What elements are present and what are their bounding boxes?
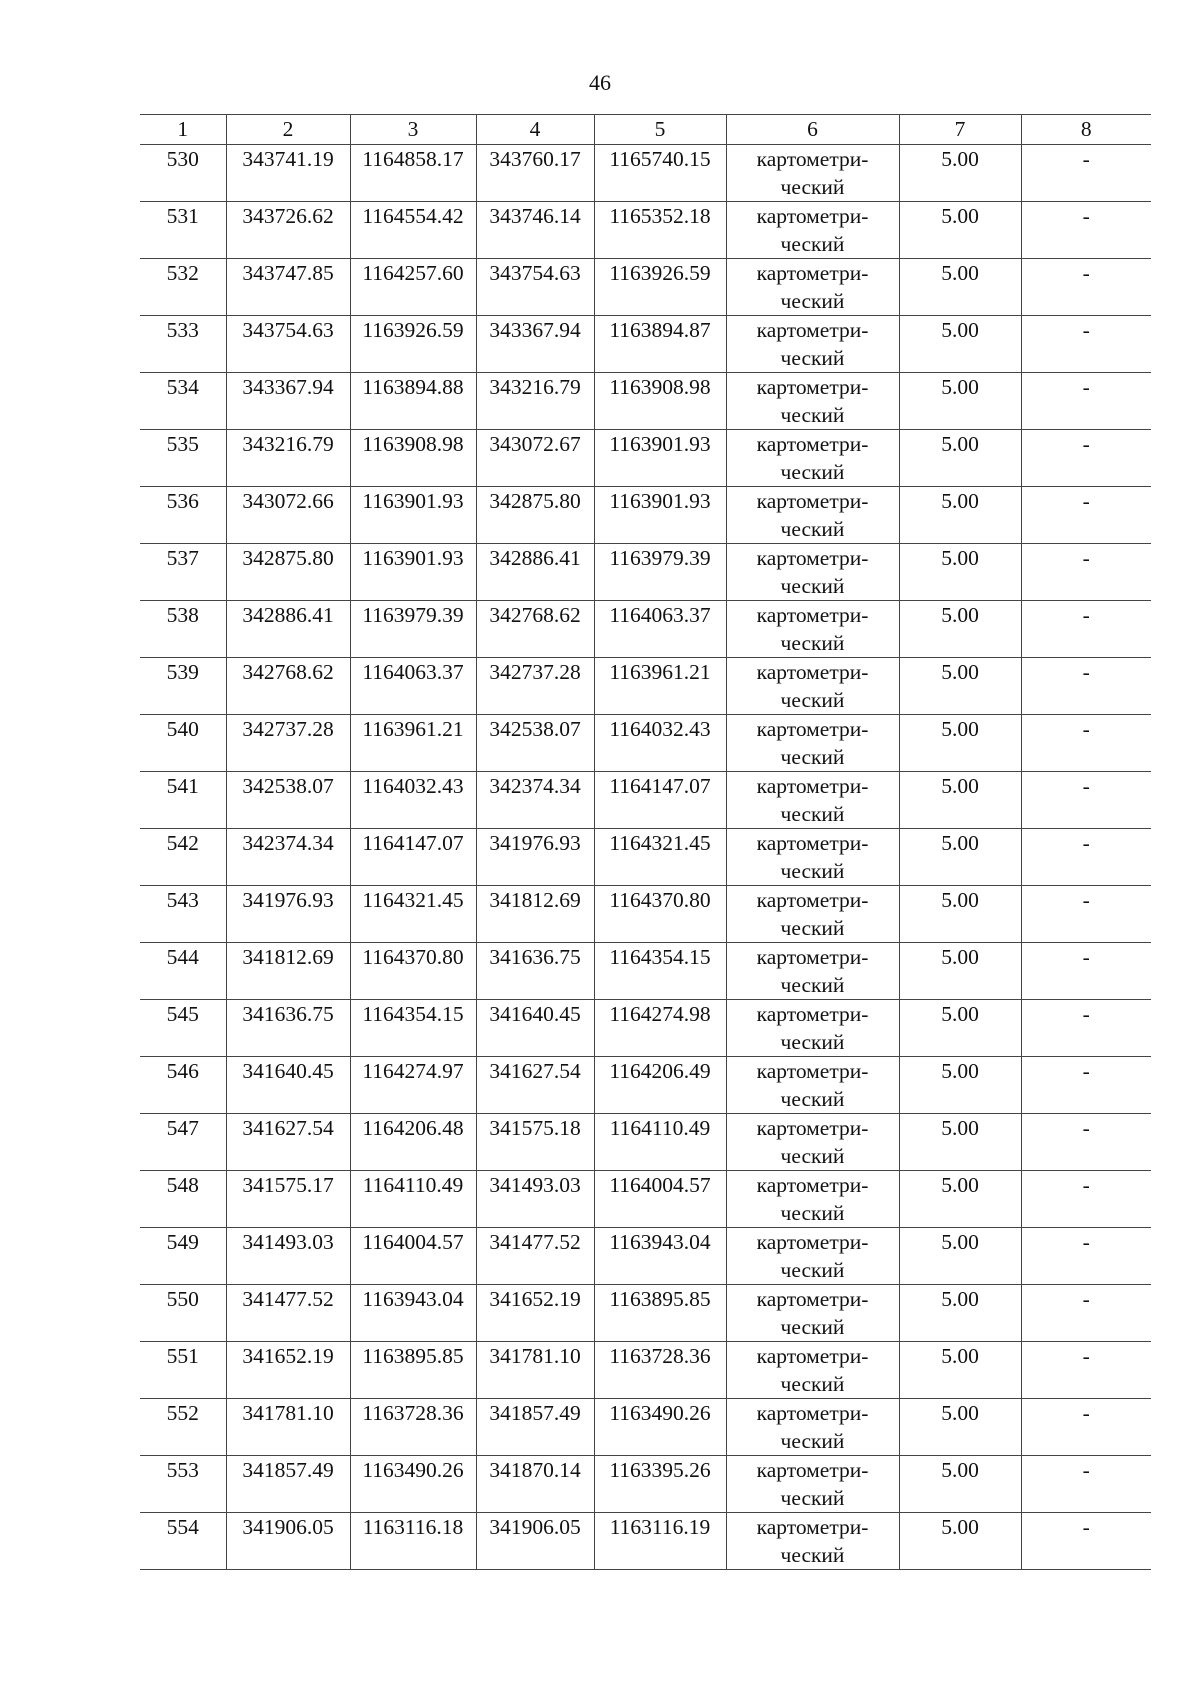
- y-start-cell: 1164354.15: [350, 1000, 476, 1057]
- method-cell: картометри- ческий: [726, 1000, 899, 1057]
- page-number: 46: [589, 70, 611, 95]
- column-header-8: 8: [1021, 115, 1151, 145]
- x-end-cell: 341627.54: [476, 1057, 594, 1114]
- y-start-cell: 1164274.97: [350, 1057, 476, 1114]
- table-row: [140, 1285, 1151, 1342]
- x-start-cell: 341906.05: [226, 1513, 350, 1570]
- row-number-cell: 542: [140, 829, 226, 886]
- x-end-cell: 341976.93: [476, 829, 594, 886]
- column-header-3: 3: [350, 115, 476, 145]
- row-number-cell: 540: [140, 715, 226, 772]
- y-start-cell: 1163926.59: [350, 316, 476, 373]
- table-row: [140, 1456, 1151, 1513]
- table-row: [140, 1513, 1151, 1570]
- row-number-cell: 539: [140, 658, 226, 715]
- y-start-cell: 1164370.80: [350, 943, 476, 1000]
- y-start-cell: 1163908.98: [350, 430, 476, 487]
- accuracy-cell: 5.00: [899, 544, 1021, 601]
- y-end-cell: 1163979.39: [594, 544, 726, 601]
- x-start-cell: 343754.63: [226, 316, 350, 373]
- method-cell: картометри- ческий: [726, 1456, 899, 1513]
- method-cell: картометри- ческий: [726, 829, 899, 886]
- x-end-cell: 341652.19: [476, 1285, 594, 1342]
- method-cell: картометри- ческий: [726, 373, 899, 430]
- accuracy-cell: 5.00: [899, 430, 1021, 487]
- x-start-cell: 341652.19: [226, 1342, 350, 1399]
- x-end-cell: 342886.41: [476, 544, 594, 601]
- x-start-cell: 341477.52: [226, 1285, 350, 1342]
- x-end-cell: 343072.67: [476, 430, 594, 487]
- y-start-cell: 1164063.37: [350, 658, 476, 715]
- accuracy-cell: 5.00: [899, 1456, 1021, 1513]
- y-start-cell: 1163116.18: [350, 1513, 476, 1570]
- accuracy-cell: 5.00: [899, 373, 1021, 430]
- accuracy-cell: 5.00: [899, 943, 1021, 1000]
- note-cell: -: [1021, 202, 1151, 259]
- y-start-cell: 1164321.45: [350, 886, 476, 943]
- y-end-cell: 1164206.49: [594, 1057, 726, 1114]
- column-header-5: 5: [594, 115, 726, 145]
- accuracy-cell: 5.00: [899, 772, 1021, 829]
- table-row: [140, 1342, 1151, 1399]
- y-end-cell: 1164032.43: [594, 715, 726, 772]
- x-end-cell: 342538.07: [476, 715, 594, 772]
- row-number-cell: 534: [140, 373, 226, 430]
- x-end-cell: 341636.75: [476, 943, 594, 1000]
- method-cell: картометри- ческий: [726, 1513, 899, 1570]
- table-row: [140, 145, 1151, 202]
- y-end-cell: 1164370.80: [594, 886, 726, 943]
- x-start-cell: 342768.62: [226, 658, 350, 715]
- note-cell: -: [1021, 1171, 1151, 1228]
- method-cell: картометри- ческий: [726, 943, 899, 1000]
- y-end-cell: 1164354.15: [594, 943, 726, 1000]
- note-cell: -: [1021, 145, 1151, 202]
- note-cell: -: [1021, 886, 1151, 943]
- note-cell: -: [1021, 1114, 1151, 1171]
- y-start-cell: 1163901.93: [350, 544, 476, 601]
- x-start-cell: 342875.80: [226, 544, 350, 601]
- y-end-cell: 1163943.04: [594, 1228, 726, 1285]
- row-number-cell: 533: [140, 316, 226, 373]
- table-row: [140, 259, 1151, 316]
- accuracy-cell: 5.00: [899, 601, 1021, 658]
- x-start-cell: 341976.93: [226, 886, 350, 943]
- note-cell: -: [1021, 373, 1151, 430]
- coordinates-table: [140, 114, 1151, 1570]
- y-end-cell: 1163961.21: [594, 658, 726, 715]
- y-end-cell: 1163116.19: [594, 1513, 726, 1570]
- note-cell: -: [1021, 715, 1151, 772]
- x-start-cell: 341781.10: [226, 1399, 350, 1456]
- method-cell: картометри- ческий: [726, 1057, 899, 1114]
- y-end-cell: 1163926.59: [594, 259, 726, 316]
- note-cell: -: [1021, 1228, 1151, 1285]
- x-end-cell: 343216.79: [476, 373, 594, 430]
- x-end-cell: 342768.62: [476, 601, 594, 658]
- x-end-cell: 343746.14: [476, 202, 594, 259]
- y-start-cell: 1163961.21: [350, 715, 476, 772]
- x-end-cell: 343754.63: [476, 259, 594, 316]
- accuracy-cell: 5.00: [899, 829, 1021, 886]
- y-start-cell: 1163490.26: [350, 1456, 476, 1513]
- row-number-cell: 537: [140, 544, 226, 601]
- note-cell: -: [1021, 658, 1151, 715]
- method-cell: картометри- ческий: [726, 1342, 899, 1399]
- y-end-cell: 1164147.07: [594, 772, 726, 829]
- note-cell: -: [1021, 1285, 1151, 1342]
- accuracy-cell: 5.00: [899, 715, 1021, 772]
- x-end-cell: 341812.69: [476, 886, 594, 943]
- note-cell: -: [1021, 316, 1151, 373]
- table-row: [140, 316, 1151, 373]
- note-cell: -: [1021, 259, 1151, 316]
- y-end-cell: 1163901.93: [594, 430, 726, 487]
- y-start-cell: 1164554.42: [350, 202, 476, 259]
- x-start-cell: 342737.28: [226, 715, 350, 772]
- x-start-cell: 341636.75: [226, 1000, 350, 1057]
- method-cell: картометри- ческий: [726, 1114, 899, 1171]
- note-cell: -: [1021, 1513, 1151, 1570]
- row-number-cell: 532: [140, 259, 226, 316]
- x-end-cell: 341870.14: [476, 1456, 594, 1513]
- table-body: [140, 145, 1151, 1570]
- row-number-cell: 531: [140, 202, 226, 259]
- row-number-cell: 552: [140, 1399, 226, 1456]
- method-cell: картометри- ческий: [726, 886, 899, 943]
- x-end-cell: 341575.18: [476, 1114, 594, 1171]
- method-cell: картометри- ческий: [726, 1171, 899, 1228]
- note-cell: -: [1021, 1057, 1151, 1114]
- x-end-cell: 341640.45: [476, 1000, 594, 1057]
- y-end-cell: 1163908.98: [594, 373, 726, 430]
- x-start-cell: 341493.03: [226, 1228, 350, 1285]
- accuracy-cell: 5.00: [899, 1114, 1021, 1171]
- method-cell: картометри- ческий: [726, 544, 899, 601]
- y-start-cell: 1163901.93: [350, 487, 476, 544]
- row-number-cell: 535: [140, 430, 226, 487]
- x-end-cell: 341493.03: [476, 1171, 594, 1228]
- x-end-cell: 343367.94: [476, 316, 594, 373]
- note-cell: -: [1021, 829, 1151, 886]
- x-start-cell: 342886.41: [226, 601, 350, 658]
- x-end-cell: 341781.10: [476, 1342, 594, 1399]
- y-start-cell: 1163979.39: [350, 601, 476, 658]
- y-end-cell: 1163490.26: [594, 1399, 726, 1456]
- y-start-cell: 1164257.60: [350, 259, 476, 316]
- y-end-cell: 1163901.93: [594, 487, 726, 544]
- method-cell: картометри- ческий: [726, 1399, 899, 1456]
- x-start-cell: 343741.19: [226, 145, 350, 202]
- table-header-row: [140, 115, 1151, 145]
- accuracy-cell: 5.00: [899, 1399, 1021, 1456]
- method-cell: картометри- ческий: [726, 601, 899, 658]
- accuracy-cell: 5.00: [899, 316, 1021, 373]
- row-number-cell: 546: [140, 1057, 226, 1114]
- x-start-cell: 341812.69: [226, 943, 350, 1000]
- note-cell: -: [1021, 943, 1151, 1000]
- note-cell: -: [1021, 1000, 1151, 1057]
- y-start-cell: 1163894.88: [350, 373, 476, 430]
- y-end-cell: 1164004.57: [594, 1171, 726, 1228]
- table-row: [140, 1000, 1151, 1057]
- y-start-cell: 1164858.17: [350, 145, 476, 202]
- x-start-cell: 341857.49: [226, 1456, 350, 1513]
- x-end-cell: 342875.80: [476, 487, 594, 544]
- table-row: [140, 658, 1151, 715]
- x-end-cell: 341857.49: [476, 1399, 594, 1456]
- accuracy-cell: 5.00: [899, 886, 1021, 943]
- y-end-cell: 1163895.85: [594, 1285, 726, 1342]
- column-header-4: 4: [476, 115, 594, 145]
- x-start-cell: 341640.45: [226, 1057, 350, 1114]
- table-row: [140, 943, 1151, 1000]
- table-row: [140, 430, 1151, 487]
- column-header-6: 6: [726, 115, 899, 145]
- column-header-2: 2: [226, 115, 350, 145]
- row-number-cell: 547: [140, 1114, 226, 1171]
- note-cell: -: [1021, 430, 1151, 487]
- note-cell: -: [1021, 544, 1151, 601]
- table-row: [140, 601, 1151, 658]
- table-row: [140, 544, 1151, 601]
- x-start-cell: 341627.54: [226, 1114, 350, 1171]
- y-end-cell: 1163728.36: [594, 1342, 726, 1399]
- column-header-7: 7: [899, 115, 1021, 145]
- y-end-cell: 1163894.87: [594, 316, 726, 373]
- table-row: [140, 373, 1151, 430]
- row-number-cell: 554: [140, 1513, 226, 1570]
- accuracy-cell: 5.00: [899, 1513, 1021, 1570]
- note-cell: -: [1021, 601, 1151, 658]
- y-end-cell: 1165740.15: [594, 145, 726, 202]
- y-start-cell: 1164004.57: [350, 1228, 476, 1285]
- note-cell: -: [1021, 1342, 1151, 1399]
- note-cell: -: [1021, 1456, 1151, 1513]
- note-cell: -: [1021, 772, 1151, 829]
- x-start-cell: 342374.34: [226, 829, 350, 886]
- x-start-cell: 343726.62: [226, 202, 350, 259]
- method-cell: картометри- ческий: [726, 430, 899, 487]
- x-start-cell: 343216.79: [226, 430, 350, 487]
- method-cell: картометри- ческий: [726, 658, 899, 715]
- x-end-cell: 342737.28: [476, 658, 594, 715]
- method-cell: картометри- ческий: [726, 772, 899, 829]
- accuracy-cell: 5.00: [899, 202, 1021, 259]
- method-cell: картометри- ческий: [726, 715, 899, 772]
- accuracy-cell: 5.00: [899, 259, 1021, 316]
- accuracy-cell: 5.00: [899, 1285, 1021, 1342]
- accuracy-cell: 5.00: [899, 1057, 1021, 1114]
- row-number-cell: 545: [140, 1000, 226, 1057]
- table-row: [140, 1399, 1151, 1456]
- accuracy-cell: 5.00: [899, 1000, 1021, 1057]
- table-row: [140, 1057, 1151, 1114]
- table-row: [140, 1228, 1151, 1285]
- table-row: [140, 487, 1151, 544]
- x-end-cell: 342374.34: [476, 772, 594, 829]
- accuracy-cell: 5.00: [899, 658, 1021, 715]
- row-number-cell: 538: [140, 601, 226, 658]
- table-row: [140, 886, 1151, 943]
- row-number-cell: 544: [140, 943, 226, 1000]
- method-cell: картометри- ческий: [726, 316, 899, 373]
- accuracy-cell: 5.00: [899, 487, 1021, 544]
- row-number-cell: 541: [140, 772, 226, 829]
- method-cell: картометри- ческий: [726, 145, 899, 202]
- method-cell: картометри- ческий: [726, 1228, 899, 1285]
- y-start-cell: 1163943.04: [350, 1285, 476, 1342]
- method-cell: картометри- ческий: [726, 1285, 899, 1342]
- table-row: [140, 1114, 1151, 1171]
- row-number-cell: 551: [140, 1342, 226, 1399]
- column-header-1: 1: [140, 115, 226, 145]
- y-start-cell: 1164032.43: [350, 772, 476, 829]
- y-start-cell: 1164147.07: [350, 829, 476, 886]
- y-end-cell: 1164274.98: [594, 1000, 726, 1057]
- y-start-cell: 1163728.36: [350, 1399, 476, 1456]
- accuracy-cell: 5.00: [899, 1228, 1021, 1285]
- accuracy-cell: 5.00: [899, 145, 1021, 202]
- y-start-cell: 1164110.49: [350, 1171, 476, 1228]
- note-cell: -: [1021, 487, 1151, 544]
- y-end-cell: 1163395.26: [594, 1456, 726, 1513]
- method-cell: картометри- ческий: [726, 259, 899, 316]
- y-start-cell: 1163895.85: [350, 1342, 476, 1399]
- y-end-cell: 1165352.18: [594, 202, 726, 259]
- row-number-cell: 550: [140, 1285, 226, 1342]
- accuracy-cell: 5.00: [899, 1342, 1021, 1399]
- table-row: [140, 202, 1151, 259]
- x-start-cell: 343367.94: [226, 373, 350, 430]
- y-end-cell: 1164321.45: [594, 829, 726, 886]
- method-cell: картометри- ческий: [726, 202, 899, 259]
- table-row: [140, 829, 1151, 886]
- x-end-cell: 341906.05: [476, 1513, 594, 1570]
- y-end-cell: 1164063.37: [594, 601, 726, 658]
- method-cell: картометри- ческий: [726, 487, 899, 544]
- table-row: [140, 715, 1151, 772]
- x-start-cell: 342538.07: [226, 772, 350, 829]
- row-number-cell: 553: [140, 1456, 226, 1513]
- table-row: [140, 772, 1151, 829]
- row-number-cell: 543: [140, 886, 226, 943]
- row-number-cell: 549: [140, 1228, 226, 1285]
- accuracy-cell: 5.00: [899, 1171, 1021, 1228]
- x-end-cell: 341477.52: [476, 1228, 594, 1285]
- x-start-cell: 343747.85: [226, 259, 350, 316]
- row-number-cell: 548: [140, 1171, 226, 1228]
- y-start-cell: 1164206.48: [350, 1114, 476, 1171]
- row-number-cell: 530: [140, 145, 226, 202]
- table-row: [140, 1171, 1151, 1228]
- y-end-cell: 1164110.49: [594, 1114, 726, 1171]
- note-cell: -: [1021, 1399, 1151, 1456]
- row-number-cell: 536: [140, 487, 226, 544]
- x-start-cell: 341575.17: [226, 1171, 350, 1228]
- x-end-cell: 343760.17: [476, 145, 594, 202]
- x-start-cell: 343072.66: [226, 487, 350, 544]
